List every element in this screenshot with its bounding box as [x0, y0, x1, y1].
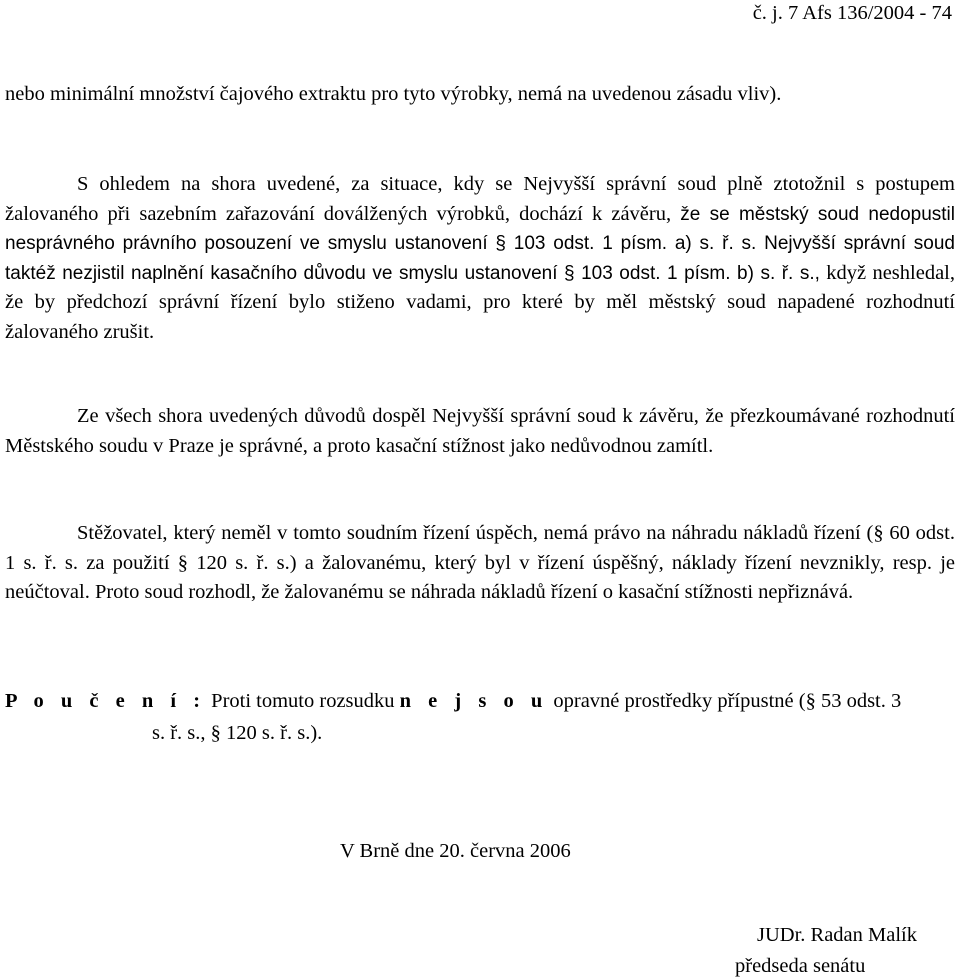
place-date: V Brně dne 20. června 2006: [340, 840, 571, 862]
notice-label: P o u č e n í :: [5, 690, 207, 712]
paragraph-tea-extract: nebo minimální množství čajového extraktu pro tyto výrobky, nemá na uvedenou zásadu vliv).: [5, 83, 782, 105]
notice-line2: s. ř. s., § 120 s. ř. s.).: [152, 722, 323, 744]
judge-name: JUDr. Radan Malík: [757, 924, 917, 946]
paragraph-text-serif-start: S ohledem na shora uvedené, za situace, kdy se Nejvyšší správní soud plně ztotožnil s postupem žalovaného při sazebním zařazování doválžených výrobků, dochází k závěru,: [5, 173, 955, 225]
case-number: č. j. 7 Afs 136/2004 - 74: [752, 2, 952, 24]
legal-notice: [5, 690, 901, 713]
paragraph-costs: Stěžovatel, který neměl v tomto soudním řízení úspěch, nemá právo na náhradu nákladů řízení (§ 60 odst. 1 s. ř. s. za použití § 120 s. ř. s.) a žalovanému, který byl v řízení úspěšný, náklady řízení nevznikly, resp. je neúčtoval. Proto soud rozhodl, že žalovanému se náhrada nákladů řízení o kasační stížnosti nepřiznává.: [5, 522, 955, 603]
paragraph-conclusion: Ze všech shora uvedených důvodů dospěl Nejvyšší správní soud k závěru, že přezkoumávané rozhodnutí Městského soudu v Praze je správné, a proto kasační stížnost jako nedůvodnou zamítl.: [5, 405, 955, 457]
judge-role: předseda senátu: [735, 955, 866, 977]
paragraph-text-serif-end: když neshledal, že by předchozí správní řízení bylo stiženo vadami, pro které by měl městský soud napadené rozhodnutí žalovaného zrušit.: [5, 261, 956, 343]
paragraph-text-sans: že se městský soud nedopustil nesprávného právního posouzení ve smyslu ustanovení § 103 odst. 1 písm. a) s. ř. s. Nejvyšší správní soud taktéž nezjistil naplnění kasačního důvodu ve smyslu ustanovení § 103 odst. 1 písm. b) s. ř. s.,: [5, 203, 956, 284]
notice-text-after: opravné prostředky přípustné (§ 53 odst. 3: [548, 690, 902, 712]
notice-emphasis: n e j s o u: [399, 690, 549, 712]
paragraph-legal-assessment: [5, 170, 955, 347]
notice-text-before: Proti tomuto rozsudku: [206, 690, 400, 712]
